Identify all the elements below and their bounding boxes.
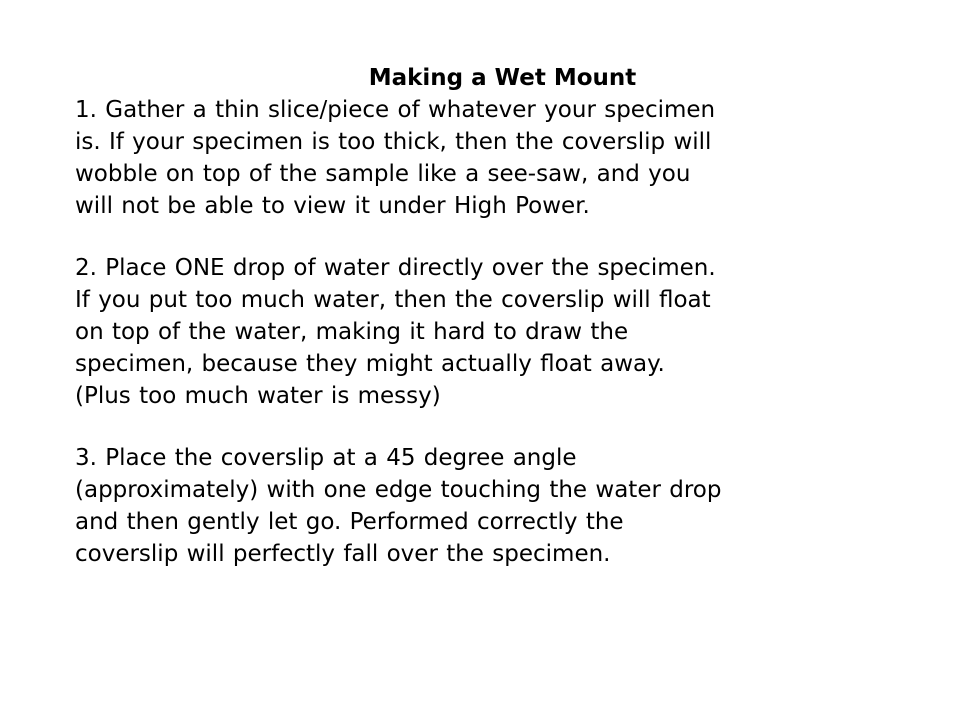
paragraph-spacer	[75, 222, 905, 252]
step-3-line: (approximately) with one edge touching the water drop	[75, 477, 722, 503]
step-1-line: is. If your specimen is too thick, then the coverslip will	[75, 129, 712, 155]
step-3-line: and then gently let go. Performed correctly the	[75, 509, 624, 535]
step-1-line: will not be able to view it under High Power.	[75, 193, 590, 219]
step-2-line: (Plus too much water is messy)	[75, 383, 441, 409]
slide-content	[75, 62, 905, 570]
step-2	[75, 252, 905, 412]
step-3-line: coverslip will perfectly fall over the specimen.	[75, 541, 611, 567]
step-3-line: 3. Place the coverslip at a 45 degree angle	[75, 445, 577, 471]
paragraph-spacer	[75, 412, 905, 442]
slide-title: Making a Wet Mount	[368, 65, 637, 91]
step-2-line: on top of the water, making it hard to draw the	[75, 319, 629, 345]
step-3	[75, 442, 905, 570]
step-2-line: 2. Place ONE drop of water directly over the specimen.	[75, 255, 716, 281]
step-2-line: specimen, because they might actually float away.	[75, 351, 665, 377]
step-1-line: 1. Gather a thin slice/piece of whatever your specimen	[75, 97, 716, 123]
step-2-line: If you put too much water, then the coverslip will float	[75, 287, 711, 313]
step-1	[75, 94, 905, 222]
step-1-line: wobble on top of the sample like a see-saw, and you	[75, 161, 691, 187]
